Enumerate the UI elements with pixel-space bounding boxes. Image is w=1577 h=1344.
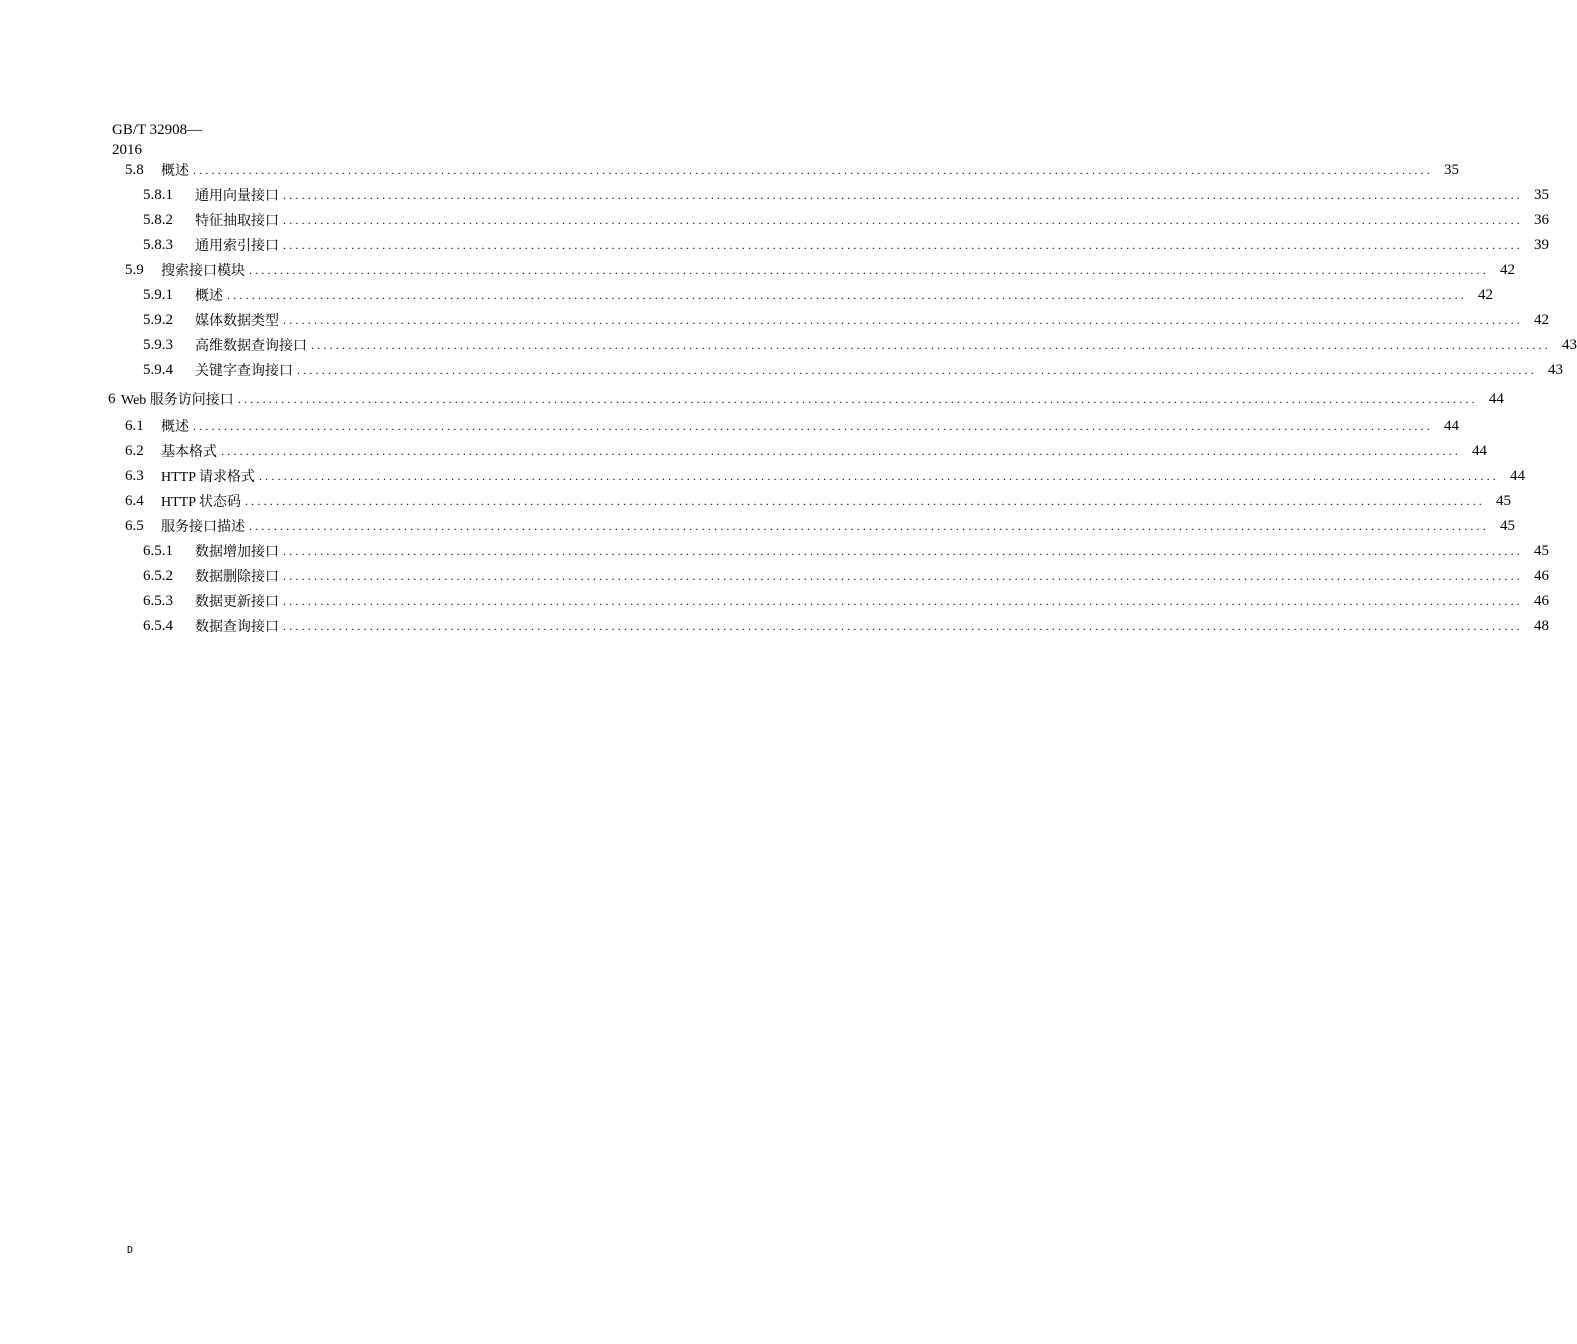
toc-entry-number: 5.8 [125, 161, 144, 178]
toc-entry[interactable] [143, 615, 1549, 637]
toc-entry[interactable] [143, 234, 1549, 256]
toc-entry-number: 6.4 [125, 492, 144, 509]
toc-entry-page: 39 [1534, 236, 1549, 253]
toc-entry-page: 45 [1534, 542, 1549, 559]
toc-entry-number: 5.9.4 [143, 361, 173, 378]
toc-entry[interactable] [108, 388, 1504, 410]
toc-entry-number: 6.5.1 [143, 542, 173, 559]
toc-entry-title: 通用向量接口 [195, 189, 279, 204]
toc-entry[interactable] [143, 565, 1549, 587]
toc-entry-number: 6 [108, 390, 116, 407]
toc-entry[interactable] [143, 540, 1549, 562]
toc-entry[interactable] [143, 309, 1549, 331]
toc-entry[interactable] [143, 590, 1549, 612]
toc-dot-leader: ........................................................................................................................................................................................................ [283, 619, 1523, 633]
toc-entry-title: 数据更新接口 [195, 595, 279, 610]
standard-year: 2016 [112, 142, 142, 158]
toc-entry-number: 6.1 [125, 417, 144, 434]
toc-entry-page: 43 [1548, 361, 1563, 378]
toc-dot-leader: ........................................................................................................................................................................................................ [227, 288, 1467, 302]
toc-entry-page: 46 [1534, 567, 1549, 584]
toc-entry-number: 6.5.3 [143, 592, 173, 609]
toc-entry-page: 35 [1444, 161, 1459, 178]
toc-entry-page: 44 [1488, 390, 1504, 407]
toc-entry-page: 44 [1472, 442, 1487, 459]
toc-entry-number: 6.2 [125, 442, 144, 459]
toc-entry-title: 高维数据查询接口 [195, 339, 307, 354]
toc-entry-page: 35 [1534, 186, 1549, 203]
toc-entry-page: 42 [1478, 286, 1493, 303]
toc-entry-title: 基本格式 [161, 445, 217, 460]
toc-dot-leader: ........................................................................................................................................................................................................ [193, 163, 1433, 177]
toc-entry-page: 42 [1500, 261, 1515, 278]
toc-entry-title: Web 服务访问接口 [121, 393, 234, 408]
toc-entry-page: 48 [1534, 617, 1549, 634]
toc-entry-title: 关键字查询接口 [195, 364, 293, 379]
toc-dot-leader: ........................................................................................................................................................................................................ [249, 519, 1489, 533]
page-number: D [127, 1245, 134, 1256]
toc-dot-leader: ........................................................................................................................................................................................................ [249, 263, 1489, 277]
toc-entry[interactable] [125, 440, 1487, 462]
toc-entry-page: 45 [1500, 517, 1515, 534]
toc-entry[interactable] [125, 159, 1459, 181]
toc-entry-title: HTTP 状态码 [161, 495, 241, 510]
toc-entry-page: 43 [1562, 336, 1577, 353]
toc-entry-number: 6.5.2 [143, 567, 173, 584]
toc-dot-leader: ........................................................................................................................................................................................................ [283, 313, 1523, 327]
toc-entry-title: 搜索接口模块 [161, 264, 245, 279]
toc-entry-number: 5.9 [125, 261, 144, 278]
toc-entry-number: 6.5 [125, 517, 144, 534]
toc-entry[interactable] [125, 465, 1525, 487]
toc-dot-leader: ........................................................................................................................................................................................................ [283, 569, 1523, 583]
toc-entry-title: 通用索引接口 [195, 239, 279, 254]
toc-entry-number: 5.8.3 [143, 236, 173, 253]
toc-entry-title: 数据删除接口 [195, 570, 279, 585]
toc-entry[interactable] [143, 209, 1549, 231]
toc-entry-page: 46 [1534, 592, 1549, 609]
toc-entry-number: 5.8.2 [143, 211, 173, 228]
toc-entry-title: 服务接口描述 [161, 520, 245, 535]
toc-entry-number: 6.5.4 [143, 617, 173, 634]
toc-dot-leader: ........................................................................................................................................................................................................ [258, 469, 1499, 483]
toc-entry-page: 45 [1495, 492, 1511, 509]
toc-dot-leader: ........................................................................................................................................................................................................ [311, 338, 1551, 352]
toc-entry-number: 5.9.3 [143, 336, 173, 353]
toc-entry-number: 5.8.1 [143, 186, 173, 203]
toc-entry[interactable] [143, 284, 1493, 306]
toc-dot-leader: ........................................................................................................................................................................................................ [283, 213, 1523, 227]
toc-dot-leader: ........................................................................................................................................................................................................ [283, 188, 1523, 202]
toc-entry-page: 36 [1534, 211, 1549, 228]
toc-dot-leader: ........................................................................................................................................................................................................ [237, 392, 1478, 406]
standard-code: GB/T 32908— [112, 122, 203, 138]
document-header [112, 120, 242, 160]
toc-entry-title: 概述 [161, 164, 189, 179]
toc-entry-title: 数据增加接口 [195, 545, 279, 560]
toc-entry-title: 媒体数据类型 [195, 314, 279, 329]
toc-dot-leader: ........................................................................................................................................................................................................ [283, 544, 1523, 558]
toc-dot-leader: ........................................................................................................................................................................................................ [283, 594, 1523, 608]
toc-dot-leader: ........................................................................................................................................................................................................ [221, 444, 1461, 458]
toc-entry[interactable] [143, 359, 1563, 381]
toc-entry[interactable] [125, 259, 1515, 281]
toc-entry-title: HTTP 请求格式 [161, 470, 255, 485]
toc-entry-title: 概述 [161, 420, 189, 435]
toc-entry-page: 42 [1534, 311, 1549, 328]
toc-entry[interactable] [125, 415, 1459, 437]
toc-entry-number: 6.3 [125, 467, 144, 484]
toc-entry[interactable] [143, 184, 1549, 206]
toc-dot-leader: ........................................................................................................................................................................................................ [244, 494, 1485, 508]
toc-entry-title: 数据查询接口 [195, 620, 279, 635]
toc-dot-leader: ........................................................................................................................................................................................................ [193, 419, 1433, 433]
toc-entry-page: 44 [1444, 417, 1459, 434]
toc-entry[interactable] [143, 334, 1577, 356]
toc-entry-page: 44 [1509, 467, 1525, 484]
toc-entry-number: 5.9.2 [143, 311, 173, 328]
toc-dot-leader: ........................................................................................................................................................................................................ [283, 238, 1523, 252]
toc-entry-number: 5.9.1 [143, 286, 173, 303]
toc-entry-title: 特征抽取接口 [195, 214, 279, 229]
toc-entry-title: 概述 [195, 289, 223, 304]
toc-entry[interactable] [125, 515, 1515, 537]
toc-entry[interactable] [125, 490, 1511, 512]
toc-dot-leader: ........................................................................................................................................................................................................ [297, 363, 1537, 377]
